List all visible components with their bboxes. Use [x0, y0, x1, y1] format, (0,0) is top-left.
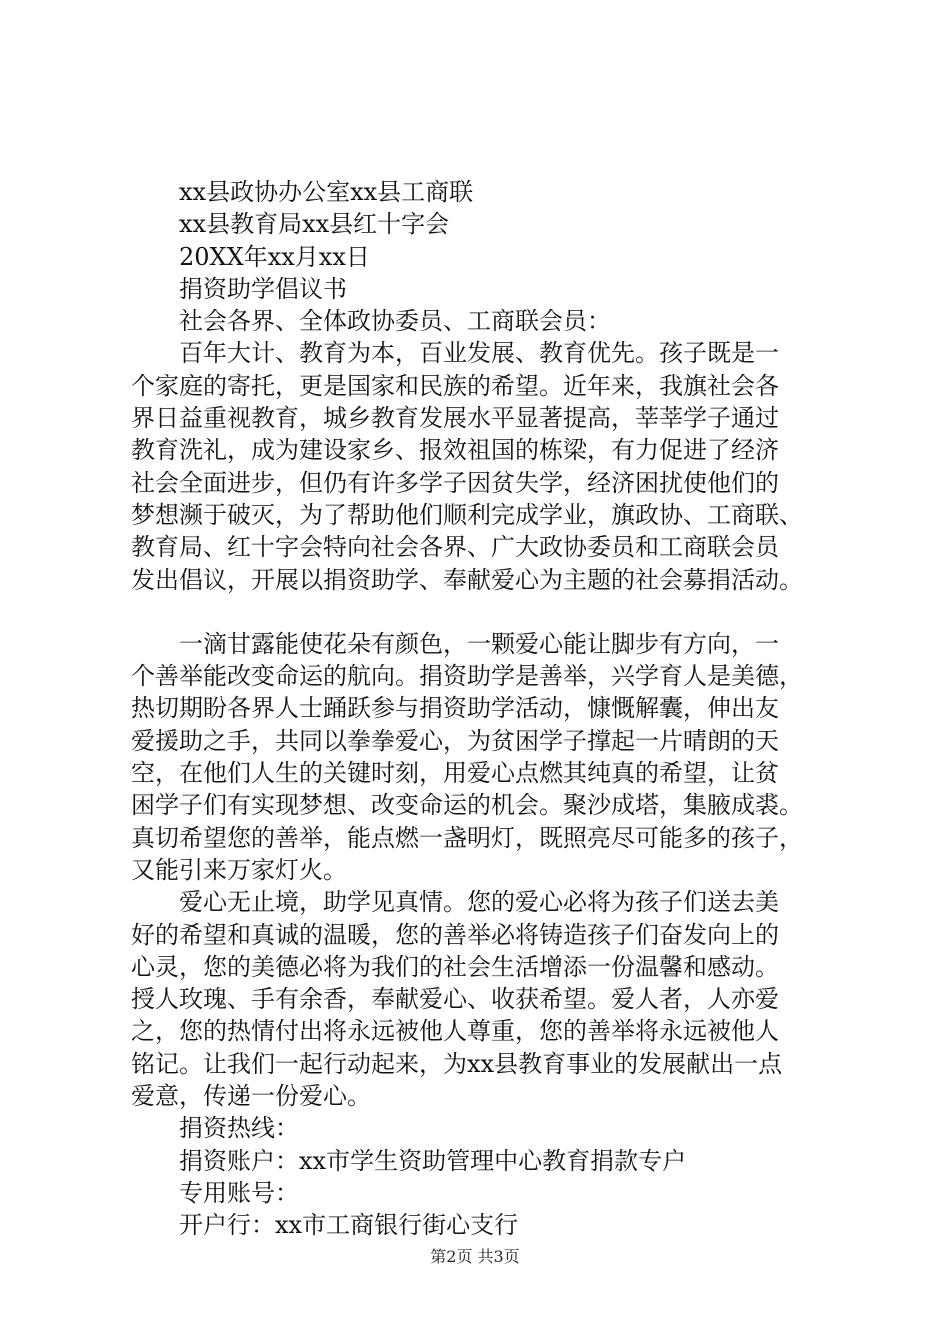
- donation-account: 捐资账户：xx市学生资助管理中心教育捐款专户: [179, 1146, 687, 1175]
- issuer-line-1: xx县政协办公室xx县工商联: [179, 178, 474, 206]
- paragraph-line: 发出倡议，开展以捐资助学、奉献爱心为主题的社会募捐活动。: [131, 565, 803, 594]
- paragraph-line: 个家庭的寄托，更是国家和民族的希望。近年来，我旗社会各: [131, 371, 779, 400]
- paragraph-line: 心灵，您的美德必将为我们的社会生活增添一份温馨和感动。: [131, 952, 779, 981]
- salutation: 社会各界、全体政协委员、工商联会员：: [179, 307, 611, 336]
- donation-hotline: 捐资热线：: [179, 1114, 299, 1143]
- paragraph-line: 教育局、红十字会特向社会各界、广大政协委员和工商联会员: [131, 533, 779, 562]
- page-footer: 第2页 共3页: [430, 1247, 520, 1266]
- paragraph-1: [131, 337, 831, 595]
- paragraph-gap: [131, 596, 831, 628]
- paragraph-line: 个善举能改变命运的航向。捐资助学是善举，兴学育人是美德，: [131, 662, 803, 691]
- paragraph-line: 热切期盼各界人士踊跃参与捐资助学活动，慷慨解囊，伸出友: [131, 694, 779, 723]
- paragraph-2: [131, 628, 831, 886]
- paragraph-line: 困学子们有实现梦想、改变命运的机会。聚沙成塔，集腋成裘。: [131, 791, 803, 820]
- paragraph-line: 好的希望和真诚的温暖，您的善举必将铸造孩子们奋发向上的: [131, 920, 779, 949]
- contact-block: [131, 1112, 831, 1241]
- paragraph-line: 梦想濒于破灭，为了帮助他们顺利完成学业，旗政协、工商联、: [131, 500, 803, 529]
- paragraph-line: 社会全面进步，但仍有许多学子因贫失学，经济困扰使他们的: [131, 468, 779, 497]
- opening-bank: 开户行：xx市工商银行街心支行: [179, 1211, 519, 1240]
- account-number: 专用账号：: [179, 1178, 299, 1207]
- paragraph-3: [131, 886, 831, 1112]
- paragraph-line: 之，您的热情付出将永远被他人尊重，您的善举将永远被他人: [131, 1017, 779, 1046]
- paragraph-line: 又能引来万家灯火。: [131, 855, 347, 884]
- paragraph-line: 铭记。让我们一起行动起来，为xx县教育事业的发展献出一点: [131, 1049, 783, 1078]
- paragraph-line: 爱援助之手，共同以拳拳爱心，为贫困学子撑起一片晴朗的天: [131, 726, 779, 755]
- header-block: [131, 176, 831, 337]
- paragraph-line: 爱心无止境，助学见真情。您的爱心必将为孩子们送去美: [179, 888, 779, 917]
- paragraph-line: 授人玫瑰、手有余香，奉献爱心、收获希望。爱人者，人亦爱: [131, 985, 779, 1014]
- paragraph-line: 真切希望您的善举，能点燃一盏明灯，既照亮尽可能多的孩子，: [131, 823, 803, 852]
- paragraph-line: 一滴甘露能使花朵有颜色，一颗爱心能让脚步有方向，一: [179, 629, 779, 658]
- date-line: 20XX年xx月xx日: [179, 242, 370, 271]
- paragraph-line: 空，在他们人生的关键时刻，用爱心点燃其纯真的希望，让贫: [131, 759, 779, 788]
- paragraph-line: 爱意，传递一份爱心。: [131, 1082, 371, 1111]
- document-title: 捐资助学倡议书: [179, 274, 347, 303]
- paragraph-line: 百年大计、教育为本，百业发展、教育优先。孩子既是一: [179, 339, 779, 368]
- document-body: [131, 176, 831, 1242]
- issuer-line-2: xx县教育局xx县红十字会: [179, 210, 450, 239]
- paragraph-line: 教育洗礼，成为建设家乡、报效祖国的栋梁，有力促进了经济: [131, 436, 779, 465]
- paragraph-line: 界日益重视教育，城乡教育发展水平显著提高，莘莘学子通过: [131, 404, 779, 433]
